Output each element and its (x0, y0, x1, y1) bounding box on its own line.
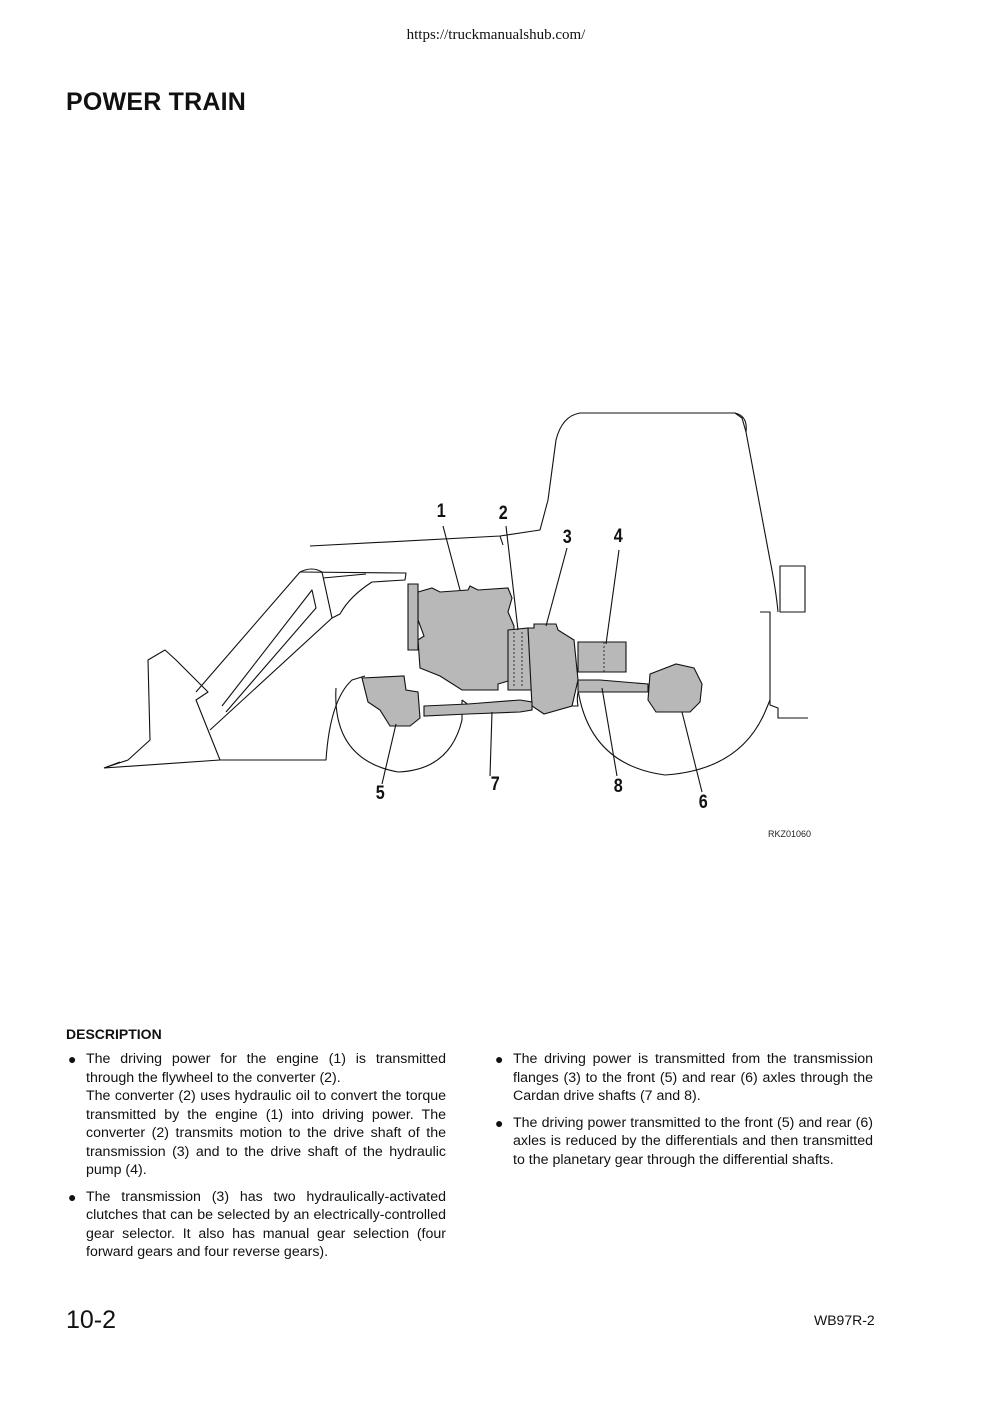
description-text: The driving power is transmitted from the transmission flanges (3) to the front (5) and rear (6) axles through the Cardan drive shafts (7 and 8). (513, 1051, 873, 1104)
description-text: The driving power for the engine (1) is transmitted through the flywheel to the converter (2). (86, 1051, 446, 1086)
bullet-icon: ● (68, 1188, 77, 1205)
engine (418, 586, 514, 690)
description-right-column (493, 1050, 873, 1177)
engine-fan (408, 584, 418, 650)
description-left-column (66, 1050, 446, 1270)
loader-bucket (104, 650, 220, 768)
description-text: The converter (2) uses hydraulic oil to convert the torque transmitted by the engine (1) into driving power. The converter (2) transmits motion to the drive shaft of the transmission (3) and to the drive shaft of the hydraulic pump (4). (86, 1088, 446, 1178)
cardan-shaft-rear (578, 680, 648, 692)
description-text: The driving power transmitted to the front (5) and rear (6) axles is reduced by the differentials and then transmitted to the planetary gear through the differential shafts. (513, 1114, 873, 1168)
front-axle (362, 676, 420, 726)
callout-5: 5 (375, 783, 385, 804)
loader-arm (196, 569, 332, 730)
transmission (528, 624, 578, 714)
figure-code: RKZ01060 (768, 829, 812, 839)
hydraulic-pump (578, 642, 626, 672)
description-bullet (493, 1114, 873, 1170)
bullet-icon: ● (68, 1051, 77, 1067)
callout-7: 7 (490, 774, 500, 795)
page-number: 10-2 (66, 1306, 117, 1334)
description-bullet (493, 1050, 873, 1106)
description-heading: DESCRIPTION (66, 1026, 162, 1042)
callout-4: 4 (613, 526, 623, 547)
machine-outline (310, 413, 778, 612)
cardan-shaft-front (424, 700, 532, 716)
page-title: POWER TRAIN (66, 88, 246, 116)
callout-8: 8 (613, 776, 623, 797)
model-code: WB97R-2 (814, 1312, 875, 1328)
bullet-icon: ● (495, 1051, 504, 1067)
description-bullet (66, 1050, 446, 1180)
callout-1: 1 (436, 501, 446, 522)
callout-6: 6 (698, 792, 708, 813)
header-url: https://truckmanualshub.com/ (406, 27, 586, 43)
rear-axle (648, 664, 702, 712)
callout-2: 2 (498, 503, 508, 524)
description-bullet (66, 1188, 446, 1262)
description-text: The transmission (3) has two hydraulically-activated clutches that can be selected by an electrically-controlled gear selector. It also has manual gear selection (four forward gears and four reverse gears). (86, 1188, 446, 1260)
callout-3: 3 (562, 527, 572, 548)
bullet-icon: ● (495, 1114, 504, 1131)
